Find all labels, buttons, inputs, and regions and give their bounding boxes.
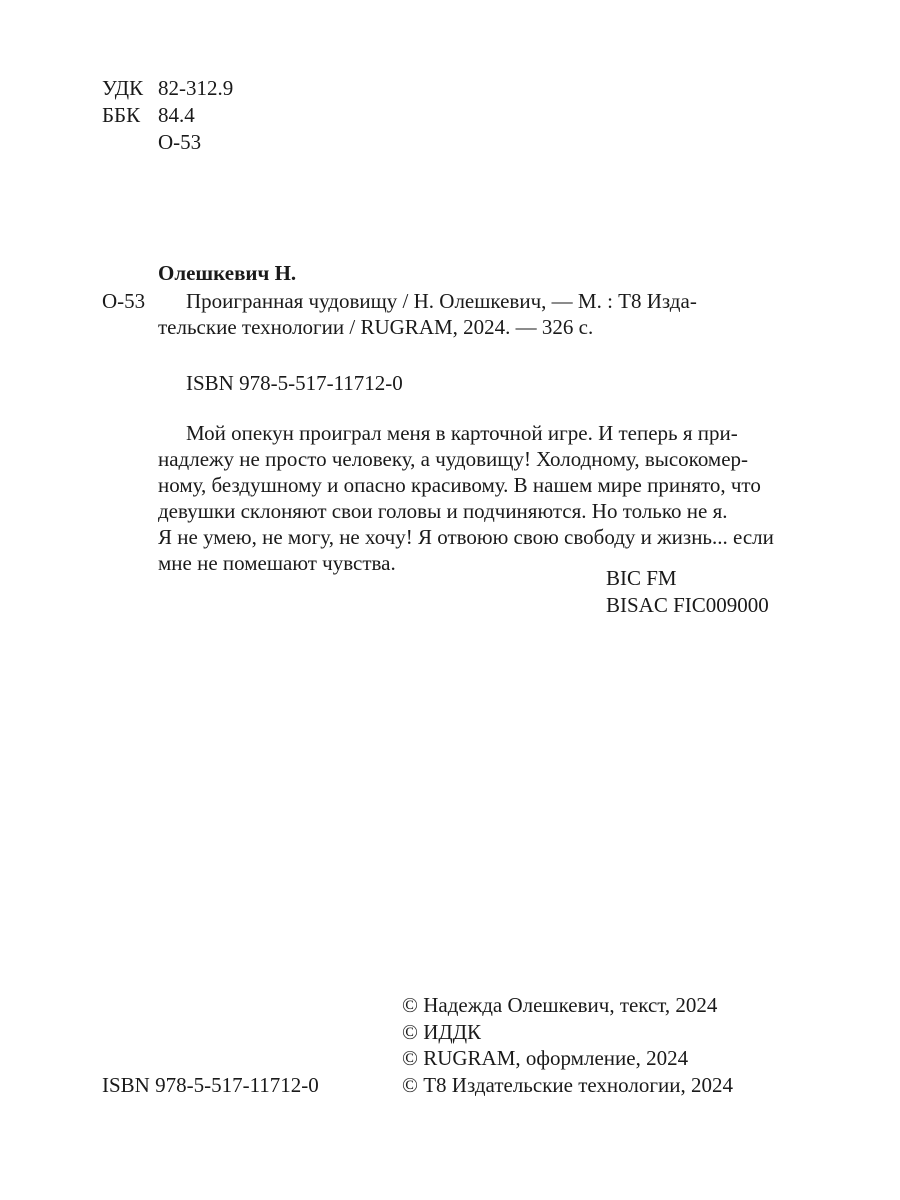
- annotation-line: мне не помешают чувства.: [158, 551, 396, 575]
- author-sign: О-53: [158, 130, 202, 154]
- copyright-line: © RUGRAM, оформление, 2024: [402, 1046, 689, 1070]
- copyright-line: © Т8 Издательские технологии, 2024: [402, 1073, 733, 1097]
- annotation: [158, 420, 784, 576]
- catalog-code: О-53: [102, 289, 146, 313]
- copyright-line: © Надежда Олешкевич, текст, 2024: [402, 993, 718, 1017]
- bbk-value: 84.4: [158, 103, 195, 127]
- isbn-record: ISBN 978-5-517-11712-0: [186, 371, 403, 395]
- annotation-line: Я не умею, не могу, не хочу! Я отвоюю свою свободу и жизнь... если: [158, 525, 774, 549]
- bic-code: BIC FM: [606, 566, 677, 590]
- copyright-line: © ИДДК: [402, 1020, 482, 1044]
- bib-line-1: Проигранная чудовищу / Н. Олешкевич, — М. : Т8 Изда-: [186, 289, 697, 313]
- annotation-line: надлежу не просто человеку, а чудовищу! Холодному, высокомер-: [158, 447, 749, 471]
- annotation-line: девушки склоняют свои головы и подчиняются. Но только не я.: [158, 499, 728, 523]
- bibliographic-description: [158, 288, 784, 340]
- author-name: Олешкевич Н.: [158, 261, 297, 285]
- annotation-line: Мой опекун проиграл меня в карточной игре. И теперь я при-: [186, 421, 738, 445]
- bib-line-2: тельские технологии / RUGRAM, 2024. — 326 с.: [158, 315, 594, 339]
- bisac-code: BISAC FIC009000: [606, 593, 769, 617]
- udk-value: 82-312.9: [158, 76, 234, 100]
- annotation-line: ному, бездушному и опасно красивому. В нашем мире принято, что: [158, 473, 761, 497]
- bbk-label: ББК: [102, 103, 141, 127]
- isbn-footer: ISBN 978-5-517-11712-0: [102, 1073, 319, 1097]
- udk-label: УДК: [102, 76, 144, 100]
